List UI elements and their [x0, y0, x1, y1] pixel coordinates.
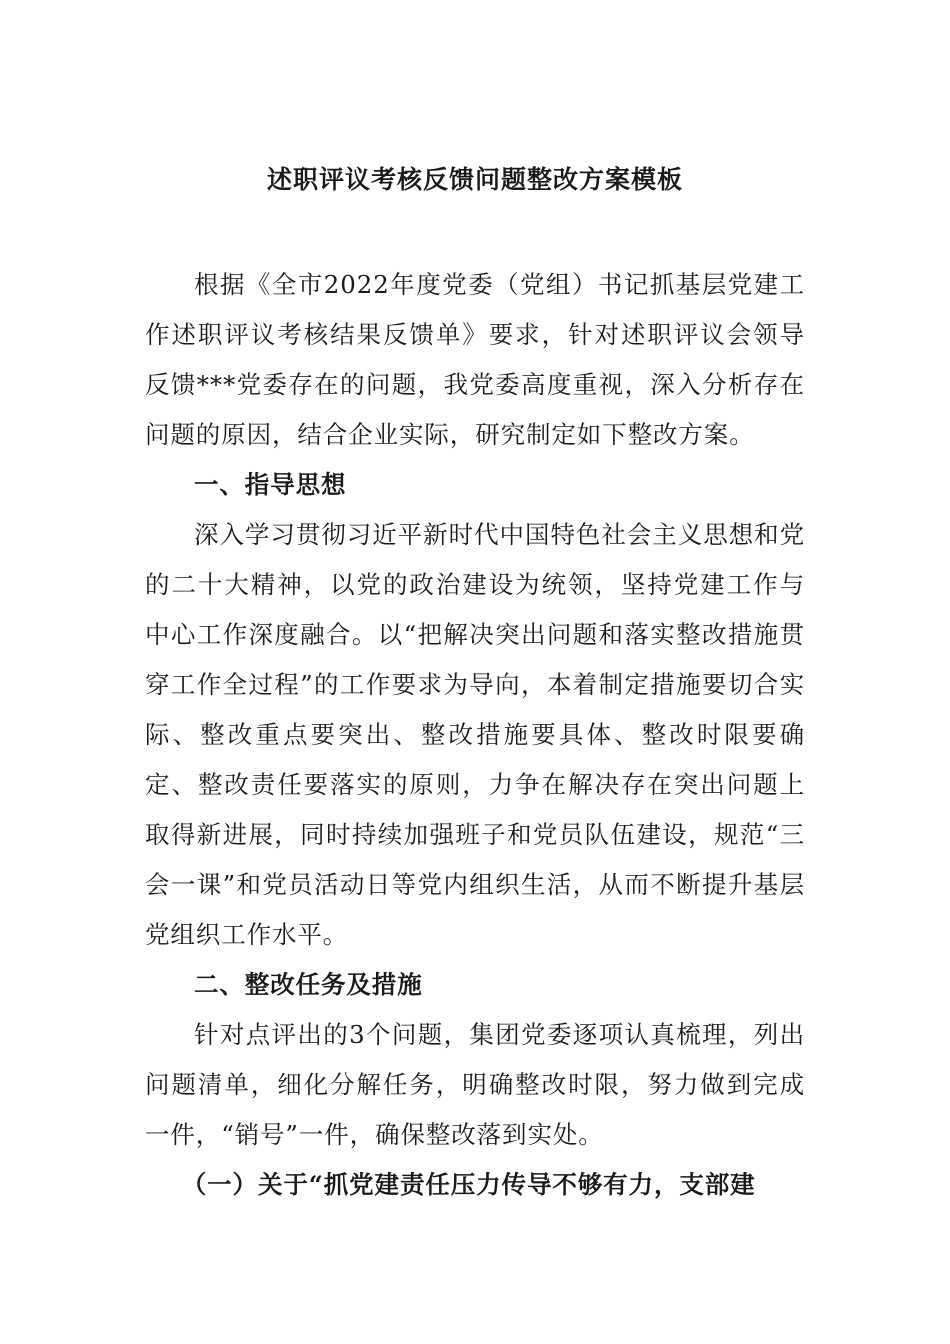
- document-body: [145, 260, 805, 1210]
- intro-paragraph: 根据《全市2022年度党委（党组）书记抓基层党建工作述职评议考核结果反馈单》要求，针对述职评议会领导反馈***党委存在的问题，我党委高度重视，深入分析存在问题的原因，结合企业实际，研究制定如下整改方案。: [145, 270, 805, 449]
- document-title: 述职评议考核反馈问题整改方案模板: [266, 165, 683, 194]
- subsection-heading-1: （一）关于“抓党建责任压力传导不够有力，支部建: [181, 1170, 756, 1199]
- guiding-thought-paragraph: 深入学习贯彻习近平新时代中国特色社会主义思想和党的二十大精神，以党的政治建设为统领，坚持党建工作与中心工作深度融合。以“把解决突出问题和落实整改措施贯穿工作全过程”的工作要求为导向，本着制定措施要切合实际、整改重点要突出、整改措施要具体、整改时限要确定、整改责任要落实的原则，力争在解决存在突出问题上取得新进展，同时持续加强班子和党员队伍建设，规范“三会一课”和党员活动日等党内组织生活，从而不断提升基层党组织工作水平。: [145, 520, 805, 949]
- section-heading-guiding-thought: 一、指导思想: [194, 470, 347, 499]
- rectification-tasks-paragraph: 针对点评出的3个问题，集团党委逐项认真梳理，列出问题清单，细化分解任务，明确整改时限，努力做到完成一件，“销号”一件，确保整改落到实处。: [145, 1020, 805, 1149]
- section-heading-rectification-tasks: 二、整改任务及措施: [194, 970, 423, 999]
